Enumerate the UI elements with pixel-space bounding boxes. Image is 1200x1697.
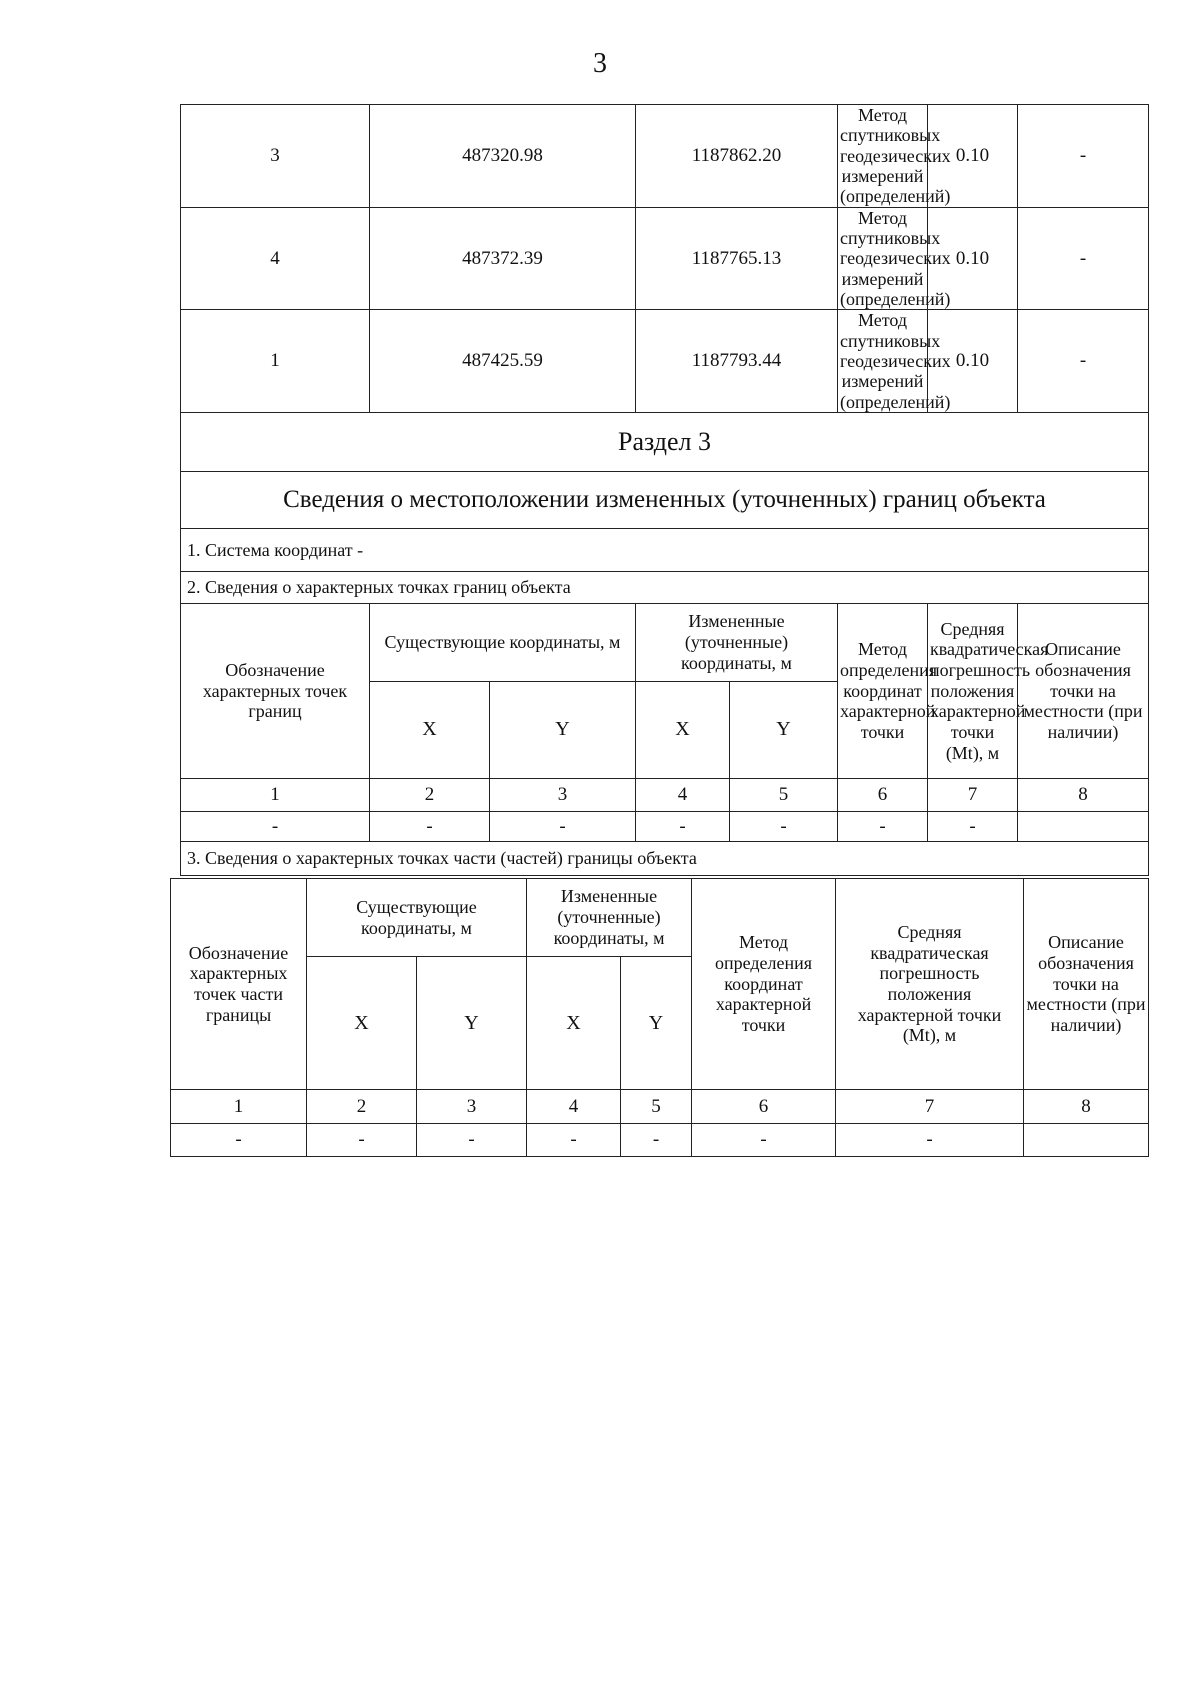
col-number: 6 [838,778,928,811]
col-existing-header: Существующие координаты, м [307,879,527,957]
col-number: 1 [181,778,370,811]
table-cell: - [307,1124,417,1157]
table-row [181,105,1149,208]
y-coordinate-cell: 1187765.13 [636,207,838,310]
col-number: 6 [692,1090,836,1124]
col-number: 8 [1024,1090,1149,1124]
point-number-cell: 4 [181,207,370,310]
x-coordinate-cell: 487425.59 [370,310,636,413]
section-subtitle: Сведения о местоположении измененных (уточненных) границ объекта [181,471,1149,528]
section-title: Раздел 3 [181,412,1149,471]
changed-y-header: Y [621,957,692,1090]
x-coordinate-cell: 487372.39 [370,207,636,310]
table-cell: - [370,811,490,841]
page-number: 3 [593,48,607,79]
method-cell: Метод спутниковых геодезических измерений (определений) [838,105,928,208]
col-number: 7 [928,778,1018,811]
table-row [181,310,1149,413]
part2-heading: 2. Сведения о характерных точках границ объекта [181,571,1149,603]
col-number: 3 [417,1090,527,1124]
x-coordinate-cell: 487320.98 [370,105,636,208]
description-cell: - [1018,310,1149,413]
column-numbers-row [171,1090,1149,1124]
col-number: 4 [636,778,730,811]
col-desc-header: Описание обозначения точки на местности (при наличии) [1024,879,1149,1090]
col-number: 1 [171,1090,307,1124]
col-desc-header: Описание обозначения точки на местности (при наличии) [1018,603,1149,778]
col-number: 7 [836,1090,1024,1124]
table-cell: - [181,811,370,841]
table-cell: - [417,1124,527,1157]
table-cell: - [621,1124,692,1157]
col-changed-header: Измененные (уточненные) координаты, м [636,603,838,681]
description-cell: - [1018,105,1149,208]
col-number: 5 [730,778,838,811]
changed-x-header: X [636,681,730,778]
part3-heading: 3. Сведения о характерных точках части (частей) границы объекта [181,841,1149,875]
col-designation-header: Обозначение характерных точек границ [181,603,370,778]
table-cell: - [527,1124,621,1157]
y-coordinate-cell: 1187862.20 [636,105,838,208]
col-method-header: Метод определения координат характерной точки [838,603,928,778]
error-cell: 0.10 [928,310,1018,413]
col-number: 8 [1018,778,1149,811]
col-existing-header: Существующие координаты, м [370,603,636,681]
existing-y-header: Y [417,957,527,1090]
col-error-header: Средняя квадратическая погрешность положения характерной точки (Mt), м [836,879,1024,1090]
table-cell [1024,1124,1149,1157]
table-row [181,207,1149,310]
y-coordinate-cell: 1187793.44 [636,310,838,413]
existing-x-header: X [370,681,490,778]
table-cell: - [928,811,1018,841]
col-number: 5 [621,1090,692,1124]
col-number: 2 [370,778,490,811]
coordinate-system: 1. Система координат - [181,528,1149,571]
col-designation-header: Обозначение характерных точек части границы [171,879,307,1090]
error-cell: 0.10 [928,207,1018,310]
point-number-cell: 1 [181,310,370,413]
table-cell: - [692,1124,836,1157]
table-cell: - [730,811,838,841]
table-cell: - [490,811,636,841]
existing-x-header: X [307,957,417,1090]
method-cell: Метод спутниковых геодезических измерений (определений) [838,310,928,413]
col-number: 4 [527,1090,621,1124]
table-row [181,811,1149,841]
col-number: 2 [307,1090,417,1124]
point-number-cell: 3 [181,105,370,208]
table-cell: - [171,1124,307,1157]
description-cell: - [1018,207,1149,310]
table-cell: - [838,811,928,841]
table-row [171,1124,1149,1157]
col-number: 3 [490,778,636,811]
changed-x-header: X [527,957,621,1090]
col-changed-header: Измененные (уточненные) координаты, м [527,879,692,957]
boundary-table [180,104,1149,876]
part-boundary-table [170,878,1149,1157]
table-cell: - [636,811,730,841]
column-numbers-row [181,778,1149,811]
changed-y-header: Y [730,681,838,778]
table-cell: - [836,1124,1024,1157]
col-error-header: Средняя квадратическая погрешность положения характерной точки (Mt), м [928,603,1018,778]
method-cell: Метод спутниковых геодезических измерений (определений) [838,207,928,310]
col-method-header: Метод определения координат характерной точки [692,879,836,1090]
existing-y-header: Y [490,681,636,778]
table-cell [1018,811,1149,841]
error-cell: 0.10 [928,105,1018,208]
